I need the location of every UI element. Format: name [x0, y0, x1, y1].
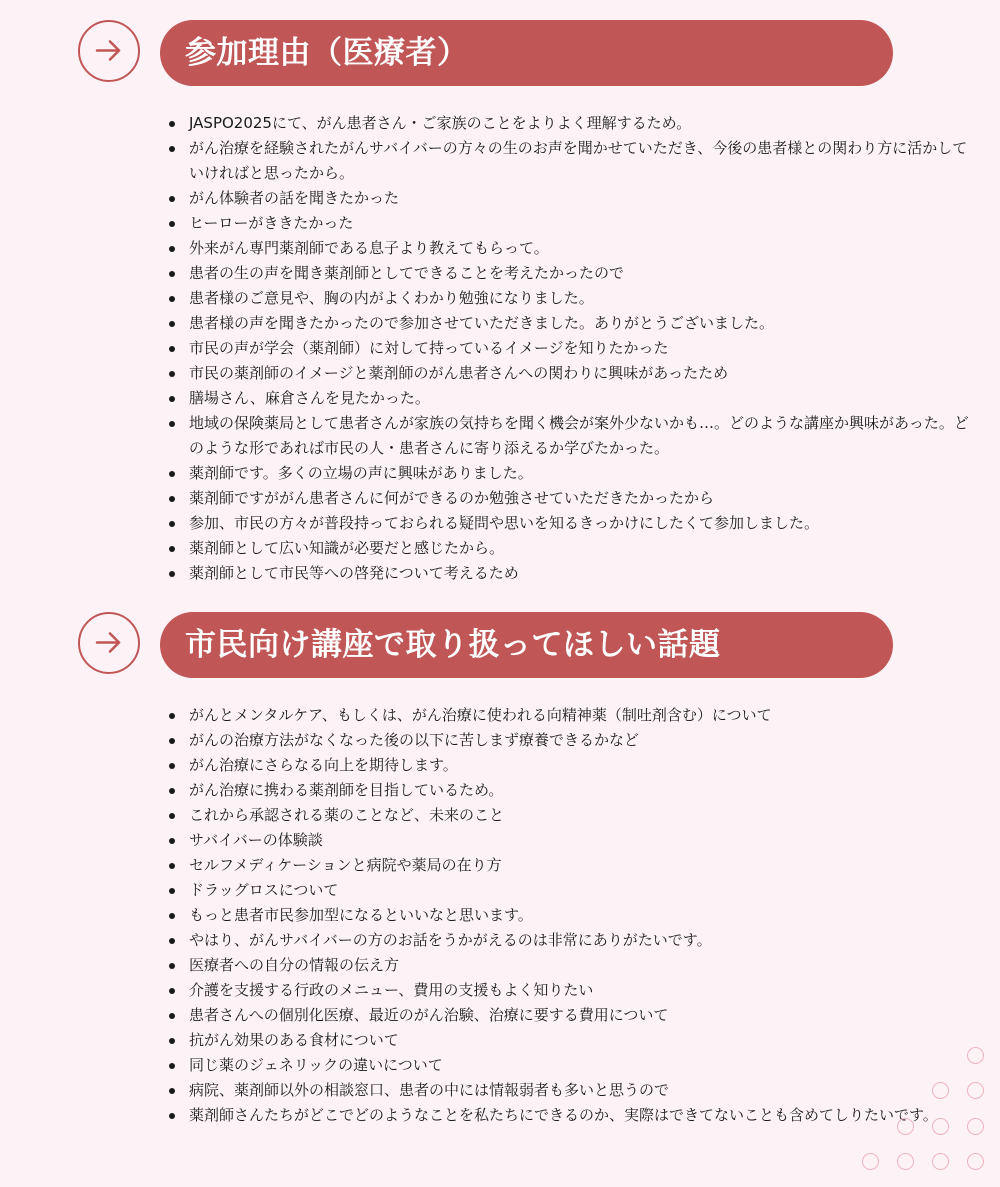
- list-item: 膳場さん、麻倉さんを見たかった。: [160, 386, 975, 411]
- decorative-circle: [897, 1153, 914, 1170]
- arrow-right-icon: [78, 20, 140, 82]
- section-header-requested-topics: [78, 612, 893, 678]
- decorative-circle: [932, 1153, 949, 1170]
- list-item: がんとメンタルケア、もしくは、がん治療に使われる向精神薬（制吐剤含む）について: [160, 703, 975, 728]
- list-item: 地域の保険薬局として患者さんが家族の気持ちを聞く機会が案外少ないかも…。どのような講座か興味があった。どのような形であれば市民の人・患者さんに寄り添えるか学びたかった。: [160, 411, 975, 461]
- list-item: もっと患者市民参加型になるといいなと思います。: [160, 903, 975, 928]
- requested-topics-list: [160, 703, 975, 1128]
- decorative-circle: [967, 1118, 984, 1135]
- list-item: ヒーローがききたかった: [160, 211, 975, 236]
- list-item: やはり、がんサバイバーの方のお話をうかがえるのは非常にありがたいです。: [160, 928, 975, 953]
- list-item: 薬剤師です。多くの立場の声に興味がありました。: [160, 461, 975, 486]
- decorative-circle: [897, 1118, 914, 1135]
- list-item: セルフメディケーションと病院や薬局の在り方: [160, 853, 975, 878]
- decorative-circle: [932, 1082, 949, 1099]
- section-title: 市民向け講座で取り扱ってほしい話題: [160, 612, 893, 678]
- list-item: 病院、薬剤師以外の相談窓口、患者の中には情報弱者も多いと思うので: [160, 1078, 975, 1103]
- list-item: 医療者への自分の情報の伝え方: [160, 953, 975, 978]
- list-item: 市民の声が学会（薬剤師）に対して持っているイメージを知りたかった: [160, 336, 975, 361]
- list-item: 薬剤師さんたちがどこでどのようなことを私たちにできるのか、実際はできてないことも含めてしりたいです。: [160, 1103, 975, 1128]
- decorative-circle: [967, 1153, 984, 1170]
- list-item: がんの治療方法がなくなった後の以下に苦しまず療養できるかなど: [160, 728, 975, 753]
- list-item: JASPO2025にて、がん患者さん・ご家族のことをよりよく理解するため。: [160, 111, 975, 136]
- section-title: 参加理由（医療者）: [160, 20, 893, 86]
- list-item: 同じ薬のジェネリックの違いについて: [160, 1053, 975, 1078]
- list-item: 患者様のご意見や、胸の内がよくわかり勉強になりました。: [160, 286, 975, 311]
- list-item: サバイバーの体験談: [160, 828, 975, 853]
- arrow-right-icon: [78, 612, 140, 674]
- section-header-participation-reasons: [78, 20, 893, 86]
- list-item: 薬剤師ですががん患者さんに何ができるのか勉強させていただきたかったから: [160, 486, 975, 511]
- list-item: がん治療を経験されたがんサバイバーの方々の生のお声を聞かせていただき、今後の患者様との関わり方に活かしていければと思ったから。: [160, 136, 975, 186]
- list-item: 薬剤師として広い知識が必要だと感じたから。: [160, 536, 975, 561]
- list-item: 市民の薬剤師のイメージと薬剤師のがん患者さんへの関わりに興味があったため: [160, 361, 975, 386]
- decorative-circle: [932, 1118, 949, 1135]
- decorative-circle: [967, 1047, 984, 1064]
- list-item: 患者さんへの個別化医療、最近のがん治験、治療に要する費用について: [160, 1003, 975, 1028]
- list-item: 患者様の声を聞きたかったので参加させていただきました。ありがとうございました。: [160, 311, 975, 336]
- list-item: がん治療にさらなる向上を期待します。: [160, 753, 975, 778]
- list-item: がん体験者の話を聞きたかった: [160, 186, 975, 211]
- list-item: 参加、市民の方々が普段持っておられる疑問や思いを知るきっかけにしたくて参加しました。: [160, 511, 975, 536]
- list-item: がん治療に携わる薬剤師を目指しているため。: [160, 778, 975, 803]
- list-item: これから承認される薬のことなど、未来のこと: [160, 803, 975, 828]
- list-item: 薬剤師として市民等への啓発について考えるため: [160, 561, 975, 586]
- list-item: 介護を支援する行政のメニュー、費用の支援もよく知りたい: [160, 978, 975, 1003]
- decorative-circle: [967, 1082, 984, 1099]
- participation-reasons-list: [160, 111, 975, 586]
- decorative-circle: [862, 1153, 879, 1170]
- list-item: ドラッグロスについて: [160, 878, 975, 903]
- list-item: 抗がん効果のある食材について: [160, 1028, 975, 1053]
- list-item: 外来がん専門薬剤師である息子より教えてもらって。: [160, 236, 975, 261]
- list-item: 患者の生の声を聞き薬剤師としてできることを考えたかったので: [160, 261, 975, 286]
